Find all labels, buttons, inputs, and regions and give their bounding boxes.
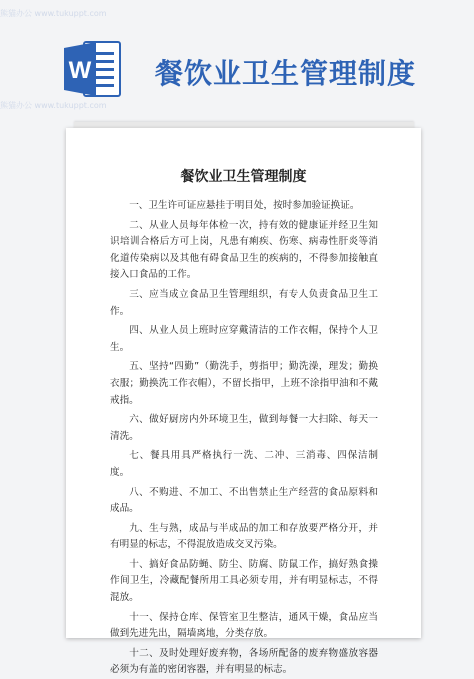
paragraph: 十、搞好食品防蝇、防尘、防腐、防鼠工作，搞好熟食操作间卫生，冷藏配餐所用工具必须专用，并有明显标志，不得混放。 — [110, 558, 378, 604]
paragraph: 九、生与熟，成品与半成品的加工和存放要严格分开，并有明显的标志，不得混放造成交叉污染。 — [110, 522, 378, 551]
paragraph: 三、应当成立食品卫生管理组织，有专人负责食品卫生工作。 — [110, 288, 378, 317]
paragraph: 四、从业人员上班时应穿戴清洁的工作衣帽，保持个人卫生。 — [110, 325, 378, 353]
paragraph: 八、不购进、不加工、不出售禁止生产经营的食品原料和成品。 — [110, 486, 378, 515]
header — [0, 0, 474, 110]
paragraph: 十二、及时处理好废弃物，各场所配备的废弃物盛放容器必须为有盖的密闭容器，并有明显的标志。 — [110, 647, 378, 676]
paragraph: 十一、保持仓库、保管室卫生整洁，通风干燥，食品应当做到先进先出，隔墙离地，分类存放。 — [110, 611, 378, 640]
paragraph: 五、坚持“四勤”（勤洗手，剪指甲；勤洗澡，理发；勤换衣服；勤换洗工作衣帽），不留长指甲，上班不涂指甲油和不戴戒指。 — [110, 361, 378, 406]
watermark: 熊猫办公 www.tukuppt.com — [0, 9, 107, 18]
document-page — [66, 128, 421, 676]
watermark: 熊猫办公 www.tukuppt.com — [0, 101, 107, 110]
paragraph: 一、卫生许可证应悬挂于明目处，按时参加验证换证。 — [129, 200, 360, 211]
word-document-icon — [62, 38, 124, 100]
page-title: 餐饮业卫生管理制度 — [155, 57, 417, 90]
paragraph: 二、从业人员每年体检一次，持有效的健康证并经卫生知识培训合格后方可上岗，凡患有痢疾、伤寒、病毒性肝炎等消化道传染病以及其他有碍食品卫生的疾病的，不得参加接触直接入口食品的工作。 — [110, 219, 378, 281]
document-body — [110, 198, 378, 679]
svg-text:W: W — [68, 57, 92, 84]
paragraph: 七、餐具用具严格执行一洗、二冲、三消毒、四保洁制度。 — [110, 450, 378, 478]
document-title: 餐饮业卫生管理制度 — [180, 169, 307, 185]
paragraph: 六、做好厨房内外环境卫生，做到每餐一大扫除、每天一清洗。 — [110, 414, 378, 442]
